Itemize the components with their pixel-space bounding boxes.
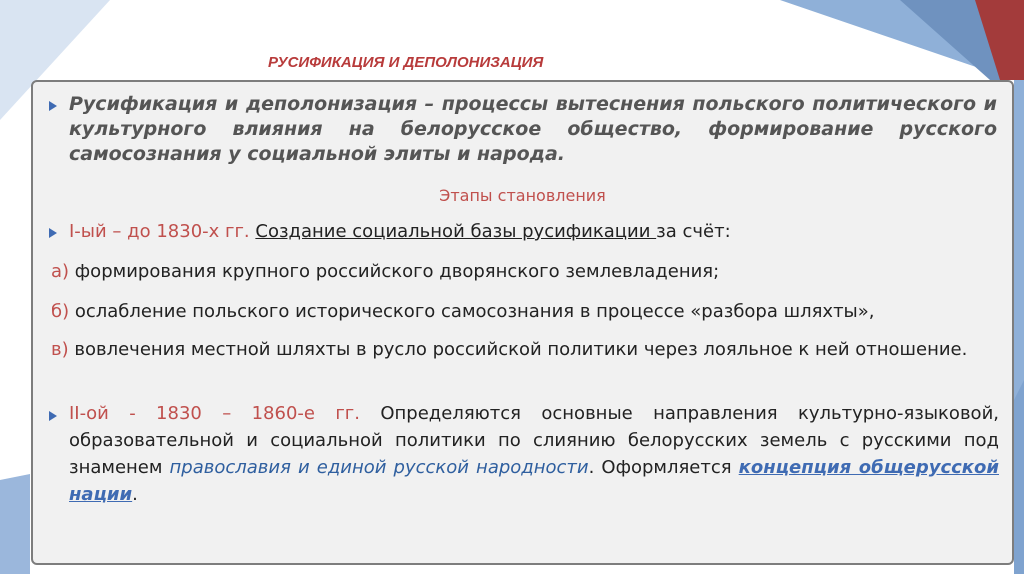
item-text: ослабление польского исторического самосознания в процессе «разбора шляхты», <box>74 301 875 322</box>
item-text: формирования крупного российского дворянского землевладения; <box>74 261 720 282</box>
triangle-bullet-icon <box>49 101 57 111</box>
item-marker: в) <box>51 339 69 360</box>
period2-label: II-ой - 1830 – 1860-е гг. <box>69 403 360 424</box>
list-item <box>51 258 999 285</box>
list-item <box>51 336 999 363</box>
period2-concept-phrase: концепция общерусской нации <box>69 457 999 505</box>
period1-heading: Создание социальной базы русификации <box>255 221 657 242</box>
item-marker: б) <box>51 301 70 322</box>
period2-paragraph <box>69 400 999 508</box>
period2-italic-phrase: православия и единой русской народности <box>169 457 589 478</box>
period2-text-middle: . Оформляется <box>588 457 739 478</box>
list-item <box>51 298 999 325</box>
period1-line <box>69 218 999 245</box>
left-edge-shape <box>0 474 30 574</box>
stages-heading: Этапы становления <box>439 186 606 205</box>
period1-tail: за счёт: <box>656 221 731 242</box>
bottom-right-blue-shape <box>1014 380 1024 574</box>
period2-text-before: Определяются основные направления культурно-языковой, образовательной и социальной политики по слиянию белорусских земель с русскими под знаменем <box>69 403 999 478</box>
content-box <box>31 80 1014 565</box>
triangle-bullet-icon <box>49 411 57 421</box>
period2-text-end: . <box>132 484 138 505</box>
item-text: вовлечения местной шляхты в русло российской политики через лояльное к ней отношение. <box>74 339 968 360</box>
slide-title: РУСИФИКАЦИЯ И ДЕПОЛОНИЗАЦИЯ <box>268 54 544 71</box>
item-marker: а) <box>51 261 70 282</box>
period1-label: I-ый – до 1830-х гг. <box>69 221 250 242</box>
intro-definition: Русификация и деполонизация – процессы вытеснения польского политического и культурного влияния на белорусское общество, формирование русского самосознания у социальной элиты и народа. <box>69 93 997 165</box>
triangle-bullet-icon <box>49 228 57 238</box>
